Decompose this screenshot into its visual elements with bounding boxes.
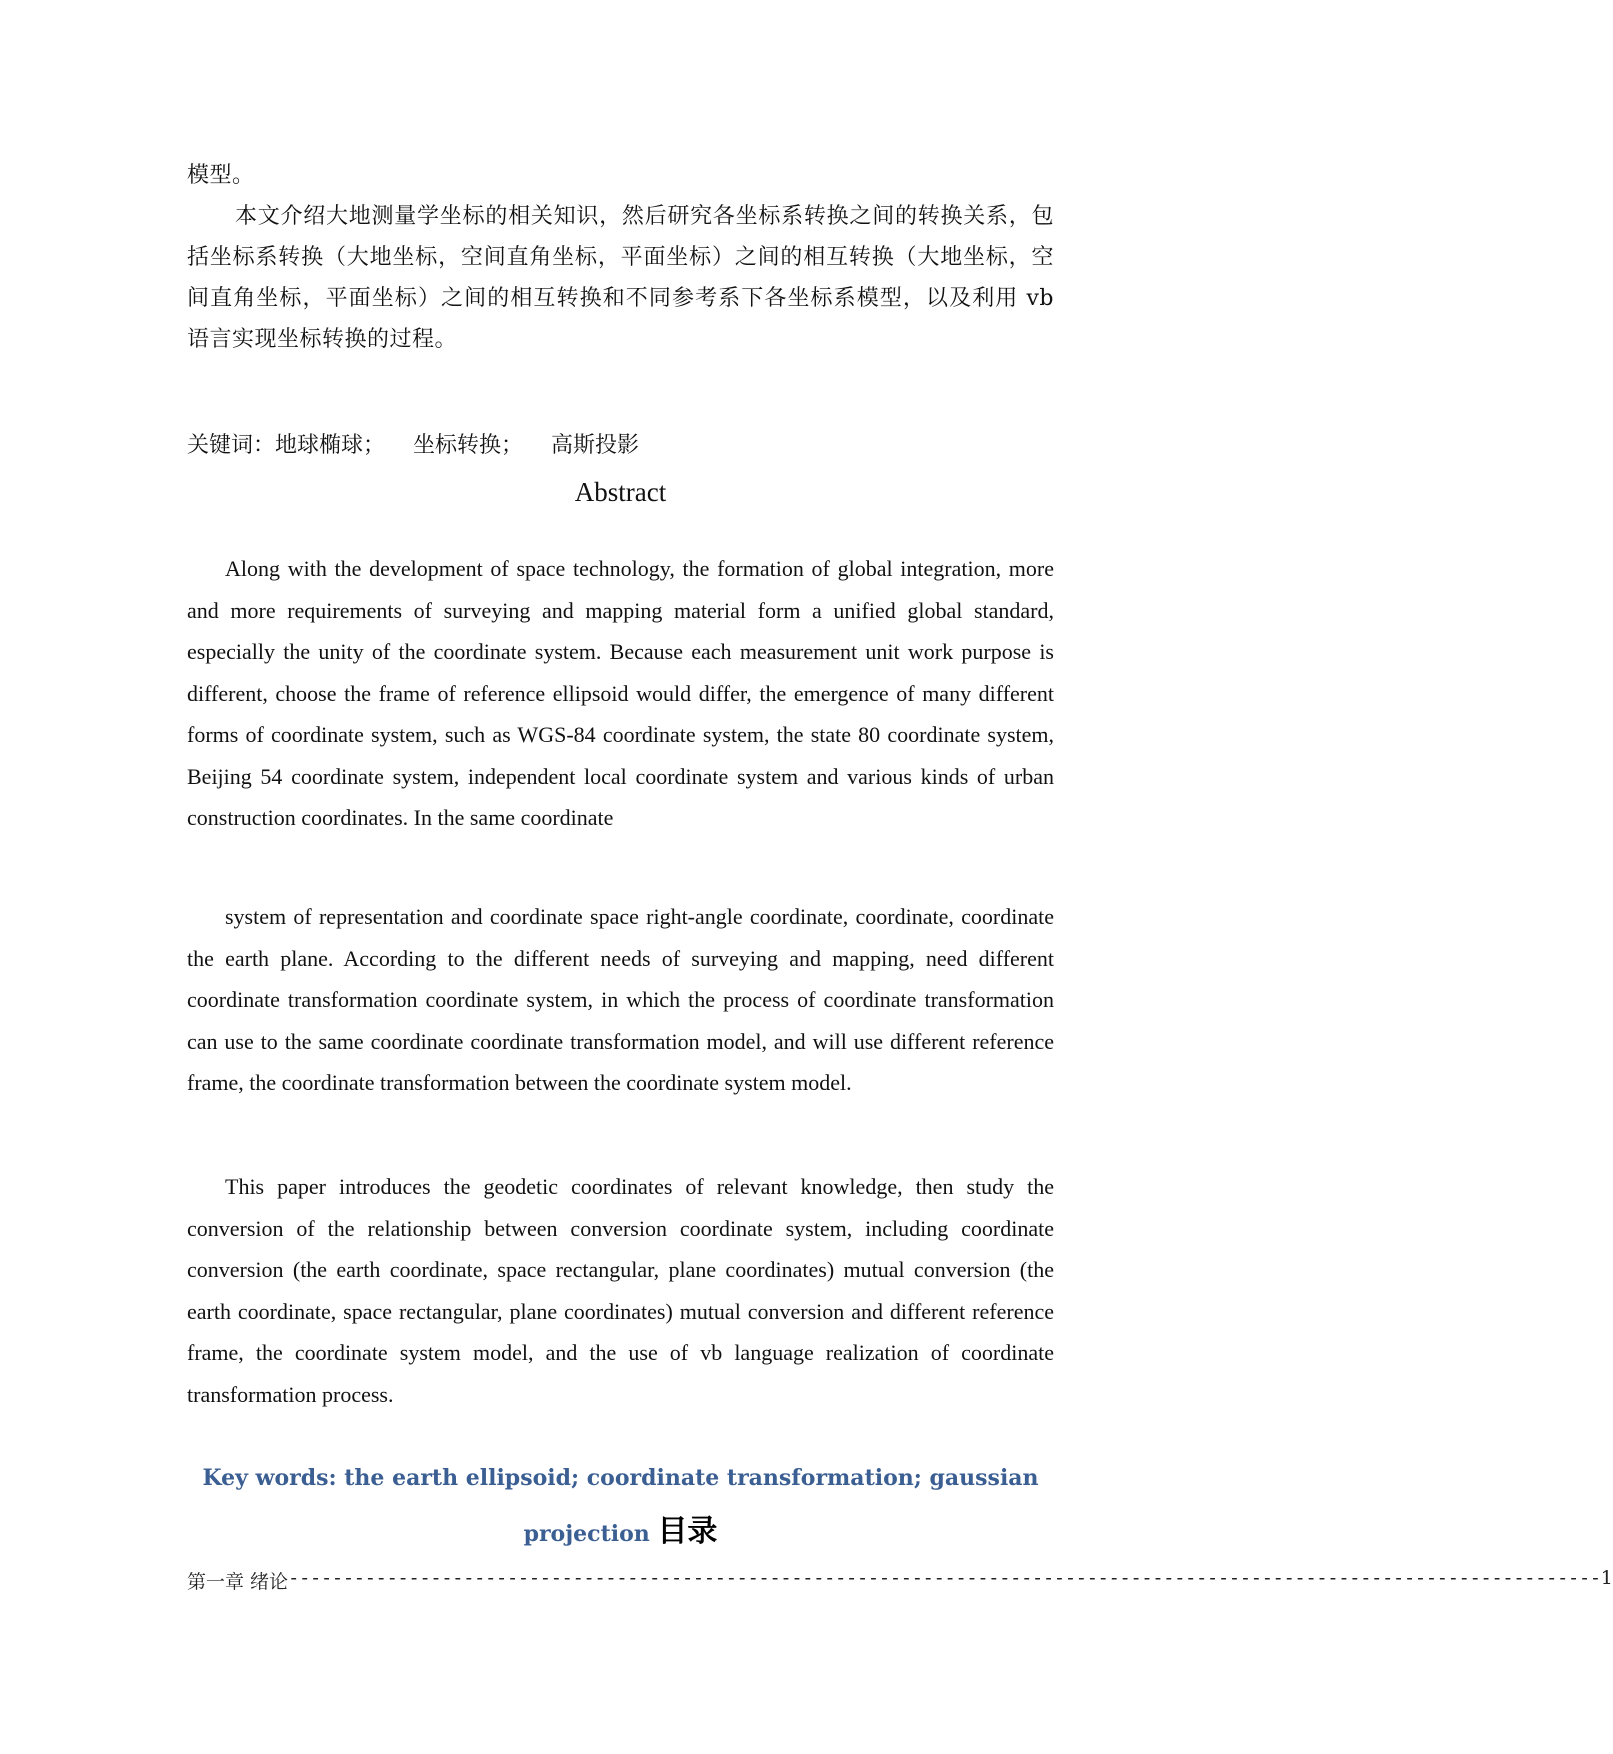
chinese-keywords (187, 431, 1054, 461)
abstract-paragraph: system of representation and coordinate space right-angle coordinate, coordinate, coordinate the earth plane. According to the different needs of surveying and mapping, need different coordinate transformation coordinate system, in which the process of coordinate transformation can use to the same coordinate coordinate transformation model, and will use different reference frame, the coordinate transformation between the coordinate system model. (187, 904, 1054, 1095)
toc-leader: ------------------------------------------------------------------------------------------------------------------------ (288, 1567, 1601, 1589)
abstract-paragraph: This paper introduces the geodetic coordinates of relevant knowledge, then study the conversion of the relationship between conversion coordinate system, including coordinate conversion (the earth coordinate, space rectangular, plane coordinates) mutual conversion (the earth coordinate, space rectangular, plane coordinates) mutual conversion and different reference frame, the coordinate system model, and the use of vb language realization of coordinate transformation process. (187, 1174, 1054, 1407)
chinese-keyword: 高斯投影 (551, 433, 640, 458)
chinese-abstract (187, 155, 1054, 360)
english-keywords-line: Key words: the earth ellipsoid; coordinate transformation; gaussian (202, 1465, 1039, 1491)
abstract-title: Abstract (574, 477, 667, 507)
toc-entry[interactable] (187, 1567, 1613, 1594)
toc-entry-page: 1 (1600, 1567, 1613, 1589)
toc-entry-label: 第一章 绪论 (187, 1571, 289, 1593)
english-keywords (187, 1451, 1054, 1561)
english-keywords-continuation: projection (523, 1521, 650, 1547)
chinese-keyword: 地球椭球； (275, 433, 386, 458)
abstract-paragraph-1 (187, 548, 1054, 839)
chinese-fragment: 模型。 (187, 163, 255, 188)
toc-title: 目录 (657, 1514, 718, 1549)
abstract-paragraph-3 (187, 1166, 1054, 1415)
chinese-abstract-paragraph: 本文介绍大地测量学坐标的相关知识，然后研究各坐标系转换之间的转换关系，包括坐标系转换（大地坐标，空间直角坐标，平面坐标）之间的相互转换（大地坐标，空间直角坐标，平面坐标）之间的相互转换和不同参考系下各坐标系模型，以及利用 vb 语言实现坐标转换的过程。 (187, 204, 1054, 352)
abstract-paragraph-2 (187, 896, 1054, 1104)
abstract-paragraph: Along with the development of space technology, the formation of global integration, more and more requirements of surveying and mapping material form a unified global standard, especially the unity of the coordinate system. Because each measurement unit work purpose is different, choose the frame of reference ellipsoid would differ, the emergence of many different forms of coordinate system, such as WGS-84 coordinate system, the state 80 coordinate system, Beijing 54 coordinate system, independent local coordinate system and various kinds of urban construction coordinates. In the same coordinate (187, 556, 1054, 830)
english-keywords-line-2 (187, 1505, 1054, 1561)
chinese-keywords-label: 关键词： (187, 433, 276, 458)
chinese-keyword: 坐标转换； (413, 433, 524, 458)
